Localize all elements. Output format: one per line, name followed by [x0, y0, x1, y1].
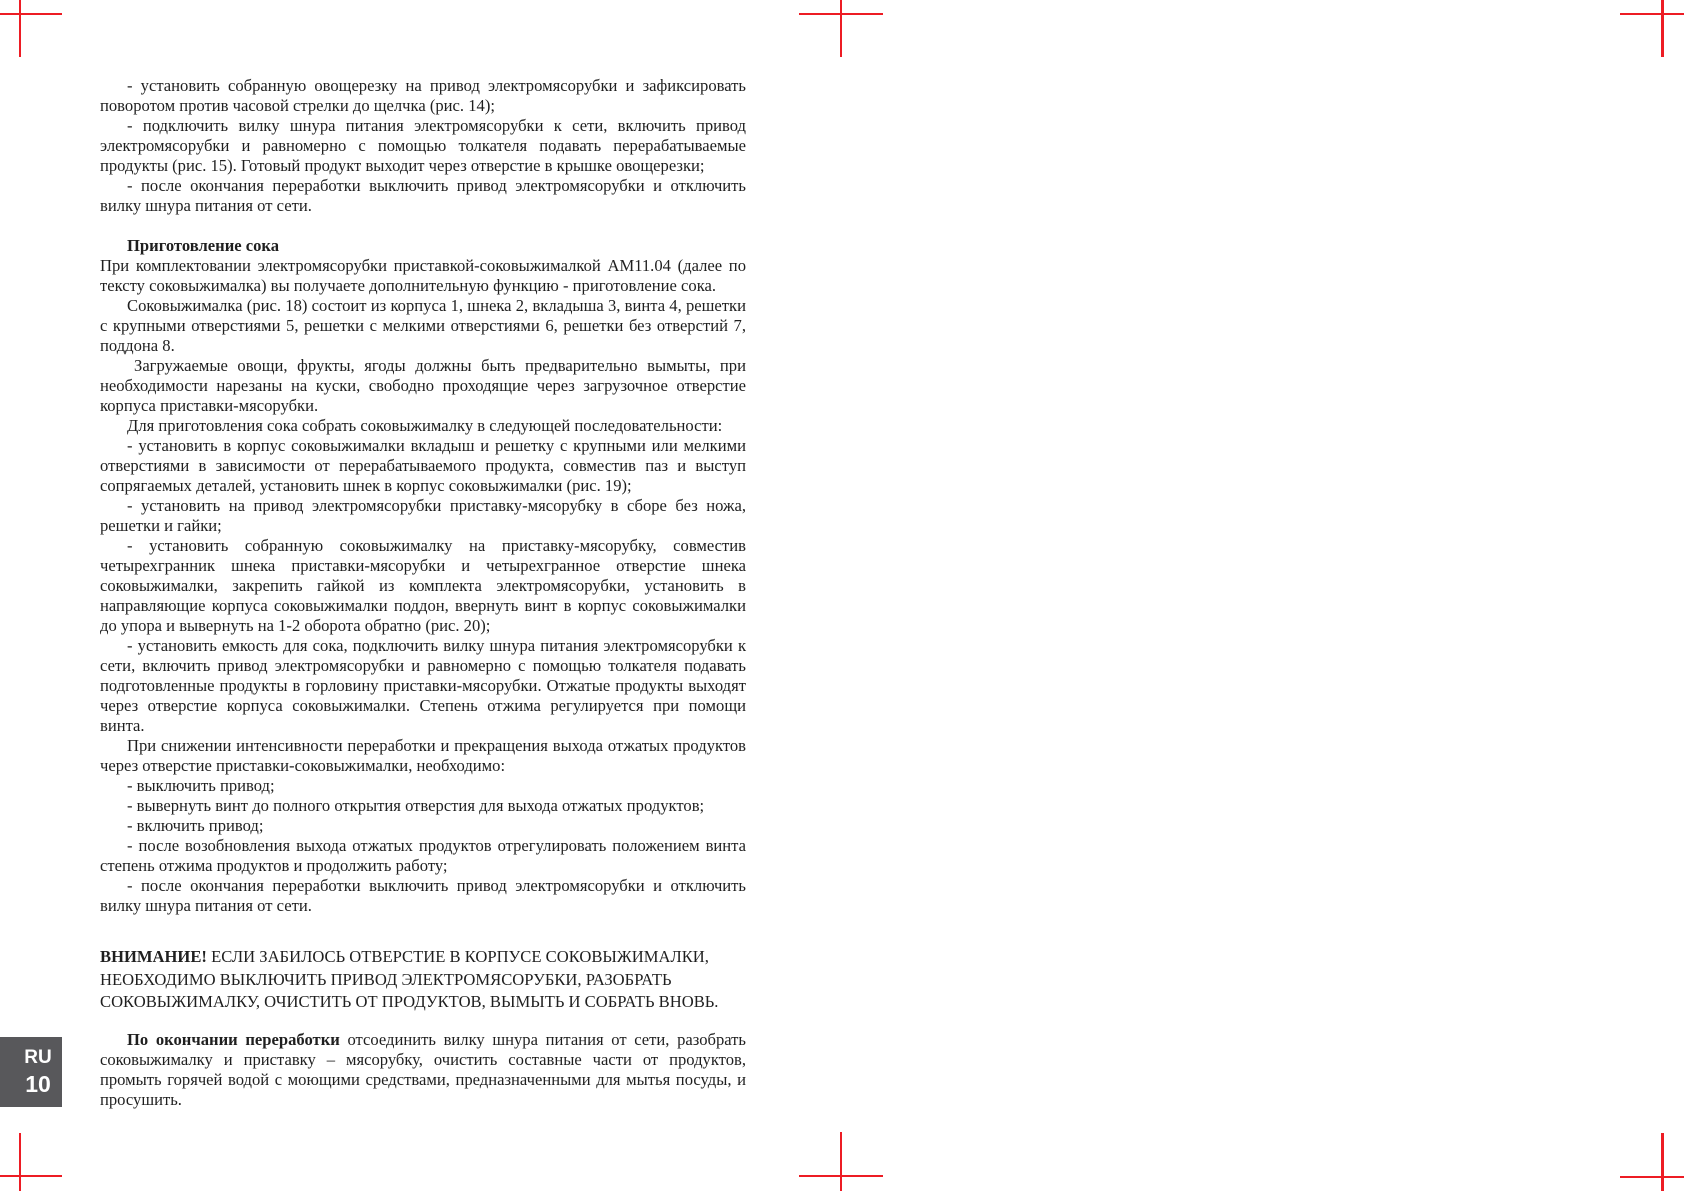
crop-mark-top-right-vertical — [1661, 0, 1664, 57]
page-number-tab — [0, 1037, 62, 1107]
paragraph: - установить емкость для сока, подключить вилку шнура питания электромясорубки к сети, включить привод электромясорубки и равномерно с помощью толкателя подавать подготовленные продукты в горловину приставки-мясорубки. Отжатые продукты выходят через отверстие корпуса соковыжималки. Степень отжима регулируется при помощи винта. — [100, 636, 746, 735]
document-body — [100, 76, 746, 1110]
paragraph: ВНИМАНИЕ! ЕСЛИ ЗАБИЛОСЬ ОТВЕРСТИЕ В КОРПУСЕ СОКОВЫЖИМАЛКИ, НЕОБХОДИМО ВЫКЛЮЧИТЬ ПРИВОД ЭЛЕКТРОМЯСОРУБКИ, РАЗОБРАТЬ СОКОВЫЖИМАЛКУ, ОЧИСТИТЬ ОТ ПРОДУКТОВ, ВЫМЫТЬ И СОБРАТЬ ВНОВЬ. — [100, 947, 719, 1011]
paragraph-bold-lead: ВНИМАНИЕ! — [100, 947, 207, 966]
crop-mark-bottom-left-vertical — [19, 1133, 21, 1191]
crop-mark-top-middle-horizontal — [799, 13, 883, 15]
paragraph: Для приготовления сока собрать соковыжималку в следующей последовательности: — [127, 416, 723, 435]
paragraph: - выключить привод; — [127, 776, 275, 795]
paragraph: - установить собранную соковыжималку на приставку-мясорубку, совместив четырехгранник шнека приставки-мясорубки и четырехгранное отверстие шнека соковыжималки, закрепить гайкой из комплекта электромясорубки, установить в направляющие корпуса соковыжималки поддон, ввернуть винт в корпус соковыжималки до упора и вывернуть на 1-2 оборота обратно (рис. 20); — [100, 536, 746, 635]
crop-mark-bottom-right-vertical — [1661, 1133, 1664, 1191]
paragraph: - установить в корпус соковыжималки вкладыш и решетку с крупными или мелкими отверстиями в зависимости от перерабатываемого продукта, совместив паз и выступ сопрягаемых деталей, установить шнек в корпус соковыжималки (рис. 19); — [100, 436, 746, 495]
paragraph: - вывернуть винт до полного открытия отверстия для выхода отжатых продуктов; — [127, 796, 705, 815]
paragraph: - установить собранную овощерезку на привод электромясорубки и зафиксировать поворотом против часовой стрелки до щелчка (рис. 14); — [100, 76, 746, 115]
paragraph: По окончании переработки отсоединить вилку шнура питания от сети, разобрать соковыжималку и приставку – мясорубку, очистить составные части от продуктов, промыть горячей водой с моющими средствами, предназначенными для мытья посуды, и просушить. — [100, 1029, 747, 1109]
crop-mark-bottom-right-horizontal — [1620, 1176, 1684, 1178]
paragraph: - после окончания переработки выключить привод электромясорубки и отключить вилку шнура питания от сети. — [100, 176, 746, 215]
paragraph: - установить на привод электромясорубки приставку-мясорубку в сборе без ножа, решетки и гайки; — [100, 496, 746, 535]
crop-mark-bottom-middle-horizontal — [799, 1175, 883, 1177]
crop-mark-top-right-horizontal — [1620, 13, 1684, 15]
crop-mark-top-middle-vertical — [840, 0, 842, 57]
paragraph: - после возобновления выхода отжатых продуктов отрегулировать положением винта степень отжима продуктов и продолжить работу; — [100, 836, 746, 875]
paragraph-bold-lead: По окончании переработки — [127, 1029, 340, 1049]
paragraph: При комплектовании электромясорубки приставкой-соковыжималкой АМ11.04 (далее по тексту соковыжималка) вы получаете дополнительную функцию - приготовление сока. — [100, 256, 746, 295]
language-code: RU — [24, 1047, 52, 1068]
crop-mark-top-left-horizontal — [0, 13, 62, 15]
crop-mark-bottom-left-horizontal — [0, 1175, 62, 1177]
paragraph: - включить привод; — [127, 816, 264, 835]
page-number: 10 — [25, 1071, 51, 1097]
crop-mark-top-left-vertical — [19, 0, 21, 57]
paragraph: Соковыжималка (рис. 18) состоит из корпуса 1, шнека 2, вкладыша 3, винта 4, решетки с крупными отверстиями 5, решетки с мелкими отверстиями 6, решетки без отверстий 7, поддона 8. — [100, 296, 746, 355]
paragraph: Загружаемые овощи, фрукты, ягоды должны быть предварительно вымыты, при необходимости нарезаны на куски, свободно проходящие через загрузочное отверстие корпуса приставки-мясорубки. — [100, 356, 746, 415]
paragraph: - после окончания переработки выключить привод электромясорубки и отключить вилку шнура питания от сети. — [100, 876, 746, 915]
paragraph: При снижении интенсивности переработки и прекращения выхода отжатых продуктов через отверстие приставки-соковыжималки, необходимо: — [100, 736, 746, 775]
section-heading: Приготовление сока — [127, 236, 280, 255]
paragraph: - подключить вилку шнура питания электромясорубки к сети, включить привод электромясорубки и равномерно с помощью толкателя подавать перерабатываемые продукты (рис. 15). Готовый продукт выходит через отверстие в крышке овощерезки; — [100, 116, 746, 175]
crop-mark-bottom-middle-vertical — [840, 1132, 842, 1191]
